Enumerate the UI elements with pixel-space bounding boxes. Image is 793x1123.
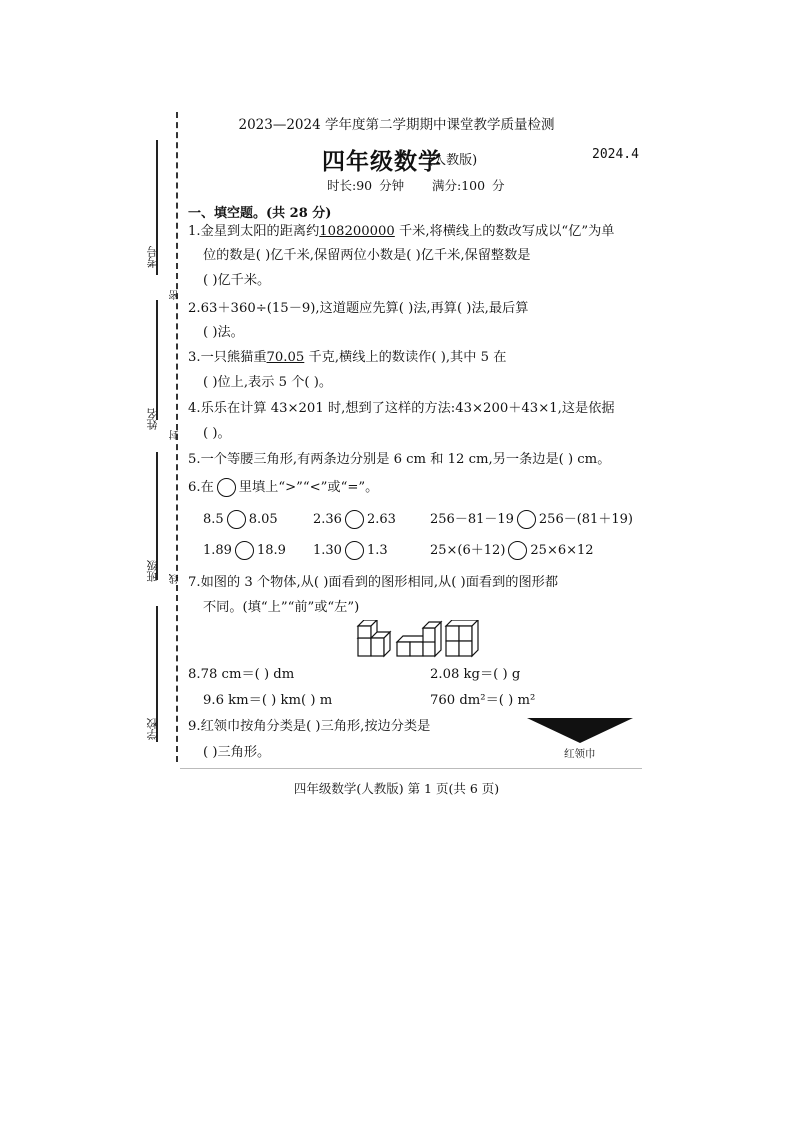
question-7-line-1[interactable]: 7.如图的 3 个物体,从( )面看到的图形相同,从( )面看到的图形都 — [188, 575, 559, 590]
duration: 时长:90 分钟 — [327, 178, 405, 193]
compare-item: 1.89 18.9 — [203, 543, 286, 558]
exam-meta — [327, 176, 505, 194]
school-label: 学校 — [146, 718, 159, 740]
cut-word-xian: 线 — [170, 574, 181, 584]
question-6-prompt: 6.在 里填上“>”“<”或“=”。 — [188, 480, 379, 495]
full-score: 满分:100 分 — [432, 178, 505, 193]
circle-icon — [217, 478, 236, 497]
question-1-line-1: 1.金星到太阳的距离约108200000 千米,将横线上的数改写成以“亿”为单 — [188, 224, 615, 239]
cut-word-mi: 密 — [170, 290, 181, 300]
compare-item: 1.30 1.3 — [313, 543, 388, 558]
question-3-line-1[interactable]: 3.一只熊猫重70.05 千克,横线上的数读作( ),其中 5 在 — [188, 350, 507, 365]
question-2-line-1[interactable]: 2.63＋360÷(15－9),这道题应先算( )法,再算( )法,最后算 — [188, 301, 529, 316]
question-8a[interactable]: 8.78 cm＝( ) dm — [188, 667, 295, 682]
compare-circle[interactable] — [517, 510, 536, 529]
compare-circle[interactable] — [227, 510, 246, 529]
compare-circle[interactable] — [508, 541, 527, 560]
underlined-number: 108200000 — [319, 224, 395, 239]
compare-circle[interactable] — [345, 541, 364, 560]
red-scarf-triangle — [527, 718, 633, 744]
question-5[interactable]: 5.一个等腰三角形,有两条边分别是 6 cm 和 12 cm,另一条边是( ) cm。 — [188, 452, 611, 467]
section-heading: 一、填空题。(共 28 分) — [188, 206, 332, 221]
compare-item: 25×(6＋12) 25×6×12 — [430, 543, 594, 558]
exam-title: 2023—2024 学年度第二学期期中课堂教学质量检测 — [238, 117, 555, 133]
subject-title: 四年级数学 — [322, 148, 442, 175]
exam-no-label: 考号 — [146, 246, 159, 268]
question-2-line-2[interactable]: ( )法。 — [203, 325, 244, 340]
question-8d[interactable]: 760 dm²＝( ) m² — [430, 693, 536, 708]
compare-circle[interactable] — [235, 541, 254, 560]
compare-item: 8.5 8.05 — [203, 512, 278, 527]
name-label: 姓名 — [146, 408, 159, 430]
question-3-line-2[interactable]: ( )位上,表示 5 个( )。 — [203, 375, 333, 390]
question-8c[interactable]: 9.6 km＝( ) km( ) m — [203, 693, 333, 708]
name-field[interactable] — [156, 300, 158, 420]
compare-item: 2.36 2.63 — [313, 512, 396, 527]
question-1-line-2[interactable]: 位的数是( )亿千米,保留两位小数是( )亿千米,保留整数是 — [203, 248, 531, 263]
question-8b[interactable]: 2.08 kg＝( ) g — [430, 667, 521, 682]
scarf-label: 红领巾 — [564, 748, 596, 760]
page-footer: 四年级数学(人教版) 第 1 页(共 6 页) — [293, 781, 500, 796]
compare-circle[interactable] — [345, 510, 364, 529]
question-4-line-1: 4.乐乐在计算 43×201 时,想到了这样的方法:43×200＋43×1,这是依据 — [188, 401, 615, 416]
exam-date: 2024.4 — [592, 147, 639, 162]
question-7-line-2: 不同。(填“上”“前”或“左”) — [203, 600, 360, 615]
cut-word-feng: 封 — [170, 430, 181, 440]
compare-item: 256－81－19 256－(81＋19) — [430, 512, 633, 527]
question-9-line-2[interactable]: ( )三角形。 — [203, 745, 271, 760]
footer-divider — [180, 768, 642, 769]
question-9-line-1[interactable]: 9.红领巾按角分类是( )三角形,按边分类是 — [188, 719, 431, 734]
question-1-line-3[interactable]: ( )亿千米。 — [203, 273, 271, 288]
cube-objects-figure — [355, 620, 480, 660]
edition-label: (人教版) — [428, 153, 478, 168]
underlined-number: 70.05 — [266, 350, 305, 365]
class-label: 班级 — [146, 560, 159, 582]
question-4-line-2[interactable]: ( )。 — [203, 426, 231, 441]
